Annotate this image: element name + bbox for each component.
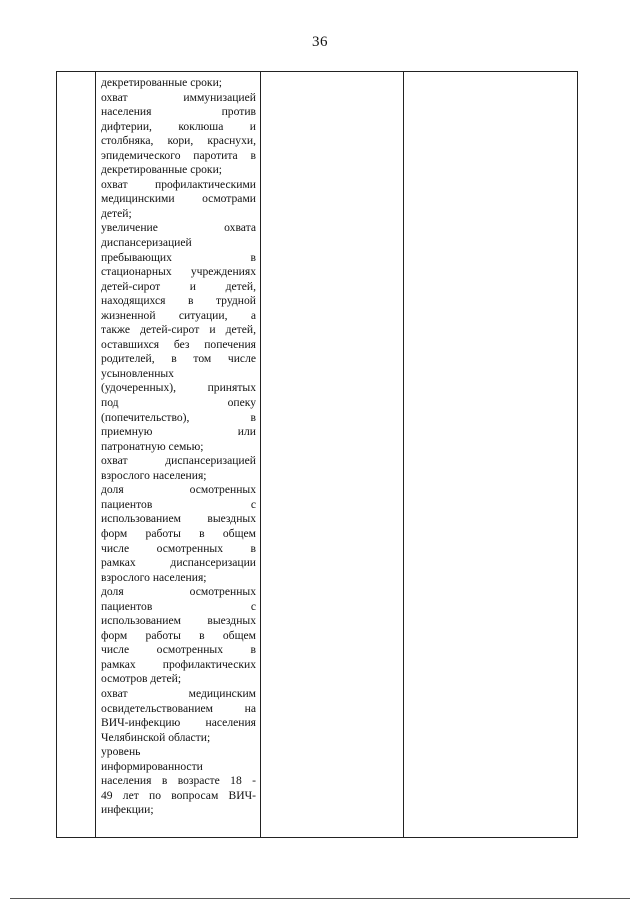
cell-text-line: увеличение охвата <box>101 221 256 235</box>
cell-text-line: жизненной ситуации, а <box>101 308 256 322</box>
cell-text-line: усыновленных <box>101 366 174 380</box>
cell-text-line: форм работы в общем <box>101 628 256 642</box>
cell-text-line: приемную или <box>101 425 256 439</box>
cell-text-line: взрослого населения; <box>101 570 207 584</box>
cell-text-line: диспансеризацией <box>101 236 192 250</box>
cell-text-line: форм работы в общем <box>101 526 256 540</box>
cell-text-line: взрослого населения; <box>101 468 207 482</box>
cell-text-line: пациентов с <box>101 497 256 511</box>
page-number: 36 <box>312 34 328 50</box>
cell-text-line: пациентов с <box>101 599 256 613</box>
cell-text-line: патронатную семью; <box>101 439 204 453</box>
cell-text-line: числе осмотренных в <box>101 541 256 555</box>
cell-text-line: детей; <box>101 206 132 220</box>
cell-text-line: оставшихся без попечения <box>101 337 256 351</box>
cell-text-line: использованием выездных <box>101 512 256 526</box>
column-divider-2 <box>260 72 261 837</box>
cell-text-line: населения в возрасте 18 - <box>101 774 256 788</box>
cell-text-line: инфекции; <box>101 803 154 817</box>
cell-text-line: ВИЧ-инфекцию населения <box>101 716 256 730</box>
cell-text-line: доля осмотренных <box>101 483 256 497</box>
cell-text-line: декретированные сроки; <box>101 163 222 177</box>
cell-text-line: охват диспансеризацией <box>101 454 256 468</box>
cell-text-line: осмотров детей; <box>101 672 182 686</box>
cell-text-line: информированности <box>101 759 203 773</box>
cell-text-line: детей-сирот и детей, <box>101 279 256 293</box>
column-divider-1 <box>95 72 96 837</box>
cell-text-line: под опеку <box>101 396 256 410</box>
cell-text-line: медицинскими осмотрами <box>101 192 256 206</box>
cell-text-line: уровень <box>101 745 141 759</box>
cell-text-line: декретированные сроки; <box>101 76 222 89</box>
cell-text-line: находящихся в трудной <box>101 294 256 308</box>
cell-text-line: рамках профилактических <box>101 657 256 671</box>
cell-text-line: эпидемического паротита в <box>101 148 256 162</box>
cell-text-line: пребывающих в <box>101 250 256 264</box>
cell-text-line: (удочеренных), принятых <box>101 381 256 395</box>
cell-text-line: Челябинской области; <box>101 730 211 744</box>
cell-text-line: использованием выездных <box>101 614 256 628</box>
cell-text-line: доля осмотренных <box>101 585 256 599</box>
cell-text-line: охват профилактическими <box>101 177 256 191</box>
cell-text-line: родителей, в том числе <box>101 352 256 366</box>
cell-text-line: числе осмотренных в <box>101 643 256 657</box>
cell-text-line: (попечительство), в <box>101 410 256 424</box>
cell-text-line: дифтерии, коклюша и <box>101 119 256 133</box>
cell-text-line: охват медицинским <box>101 686 256 700</box>
indicator-cell <box>101 76 256 818</box>
cell-text-line: 49 лет по вопросам ВИЧ- <box>101 788 256 802</box>
bottom-scan-line <box>10 898 630 899</box>
cell-text-line: столбняка, кори, краснухи, <box>101 134 256 148</box>
cell-text-line: охват иммунизацией <box>101 90 256 104</box>
column-divider-3 <box>403 72 404 837</box>
cell-text-line: стационарных учреждениях <box>101 265 256 279</box>
cell-text-line: рамках диспансеризации <box>101 556 256 570</box>
cell-text-line: освидетельствованием на <box>101 701 256 715</box>
cell-text-line: также детей-сирот и детей, <box>101 323 256 337</box>
document-table <box>56 71 578 838</box>
cell-text-line: населения против <box>101 105 256 119</box>
